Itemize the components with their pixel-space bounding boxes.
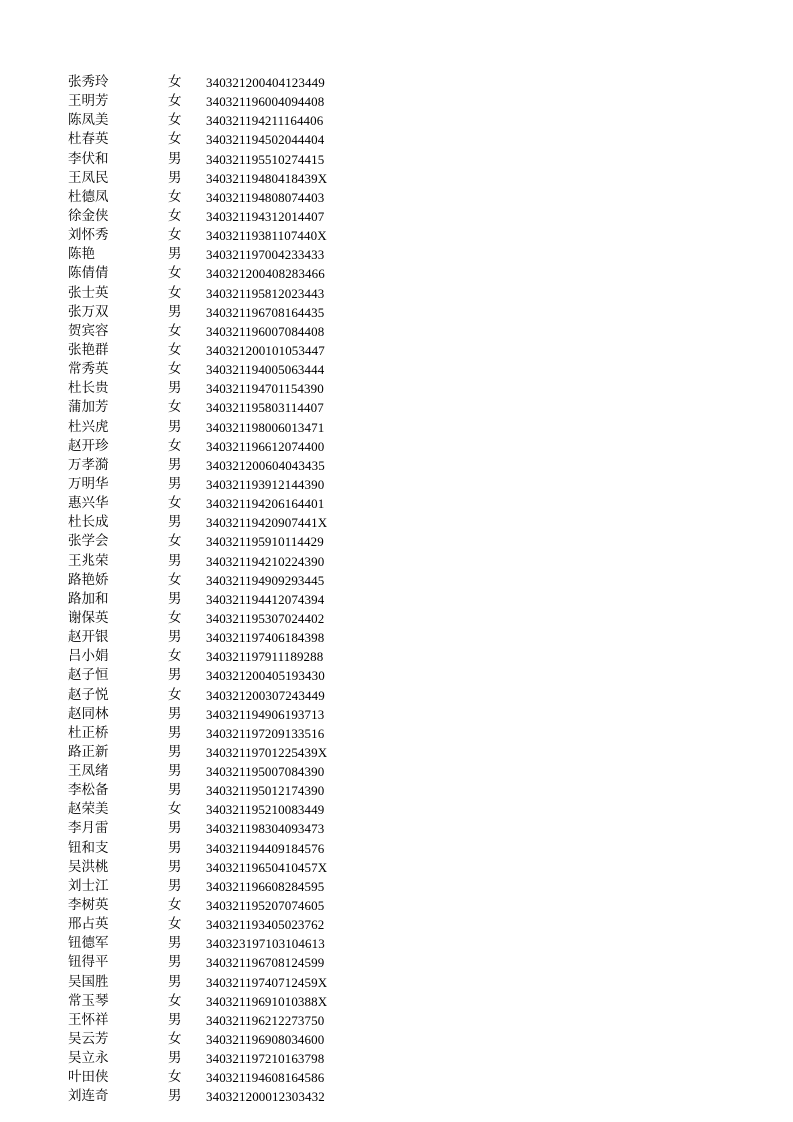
person-name-cell: 邢占英: [68, 916, 109, 933]
id-number-cell: 340321195910114429: [206, 534, 324, 550]
id-number-cell: 340321194502044404: [206, 132, 325, 148]
person-name-cell: 贺宾容: [68, 322, 109, 339]
id-number-cell: 340321198006013471: [206, 419, 325, 435]
person-name-cell: 陈凤美: [68, 112, 109, 129]
person-name-cell: 王凤绪: [68, 763, 109, 780]
id-number-cell: 340321194409184576: [206, 840, 325, 856]
gender-cell: 女: [168, 495, 182, 512]
id-number-cell: 340321195803114407: [206, 400, 324, 416]
id-number-cell: 340321196004094408: [206, 94, 325, 110]
id-number-cell: 340321194808074403: [206, 189, 325, 205]
person-name-cell: 刘怀秀: [68, 227, 109, 244]
id-number-cell: 340321200101053447: [206, 342, 325, 358]
gender-cell: 女: [168, 74, 182, 90]
id-number-cell: 340321198304093473: [206, 821, 325, 837]
gender-cell: 女: [168, 686, 182, 703]
id-number-cell: 340321195007084390: [206, 764, 325, 780]
person-name-cell: 李伏和: [68, 150, 109, 167]
gender-cell: 男: [168, 820, 182, 837]
gender-cell: 女: [168, 93, 182, 110]
gender-cell: 女: [168, 188, 182, 205]
gender-cell: 女: [168, 207, 182, 224]
person-name-cell: 刘士江: [68, 877, 109, 894]
id-number-cell: 340321197209133516: [206, 725, 325, 741]
person-name-cell: 常玉琴: [68, 992, 109, 1009]
id-number-cell: 340321196608284595: [206, 878, 325, 894]
gender-cell: 男: [168, 954, 182, 971]
person-name-cell: 钮和支: [68, 839, 109, 856]
gender-cell: 男: [168, 743, 182, 760]
person-name-cell: 张学会: [68, 533, 109, 550]
gender-cell: 女: [168, 399, 182, 416]
gender-cell: 女: [168, 437, 182, 454]
person-name-cell: 张万双: [68, 303, 109, 320]
person-name-cell: 张艳群: [68, 341, 109, 358]
person-name-cell: 杜长贵: [68, 380, 109, 397]
gender-cell: 女: [168, 227, 182, 244]
id-number-cell: 340321195812023443: [206, 285, 325, 301]
id-number-cell: 340321200012303432: [206, 1089, 325, 1105]
gender-cell: 男: [168, 705, 182, 722]
id-number-cell: 340321194005063444: [206, 362, 325, 378]
person-name-cell: 叶田侠: [68, 1069, 109, 1086]
id-number-cell: 340321194412074394: [206, 591, 325, 607]
person-name-cell: 赵子悦: [68, 686, 109, 703]
person-name-cell: 谢保英: [68, 609, 109, 626]
person-name-cell: 王怀祥: [68, 1011, 109, 1028]
id-number-cell: 340321195012174390: [206, 783, 325, 799]
id-number-cell: 340321194701154390: [206, 381, 324, 397]
id-number-cell: 340321200408283466: [206, 266, 325, 282]
gender-cell: 男: [168, 418, 182, 435]
id-number-cell: 340321197406184398: [206, 630, 325, 646]
gender-cell: 男: [168, 1011, 182, 1028]
person-name-cell: 徐金侠: [68, 207, 109, 224]
id-number-cell: 340321196212273750: [206, 1012, 325, 1028]
person-name-cell: 杜兴虎: [68, 418, 109, 435]
gender-cell: 女: [168, 897, 182, 914]
person-name-cell: 钮德军: [68, 935, 109, 952]
id-number-cell: 340321200307243449: [206, 687, 325, 703]
gender-cell: 女: [168, 322, 182, 339]
gender-cell: 女: [168, 609, 182, 626]
gender-cell: 男: [168, 303, 182, 320]
gender-cell: 男: [168, 169, 182, 186]
gender-cell: 男: [168, 150, 182, 167]
id-number-cell: 340321194909293445: [206, 572, 325, 588]
gender-cell: 女: [168, 112, 182, 129]
gender-cell: 男: [168, 782, 182, 799]
gender-cell: 男: [168, 456, 182, 473]
person-name-cell: 杜春英: [68, 131, 109, 148]
person-name-cell: 陈艳: [68, 246, 95, 263]
gender-cell: 男: [168, 1088, 182, 1105]
id-number-cell: 340321200405193430: [206, 668, 325, 684]
gender-cell: 男: [168, 839, 182, 856]
gender-cell: 男: [168, 552, 182, 569]
id-number-cell: 34032119381107440X: [206, 228, 327, 244]
gender-cell: 女: [168, 361, 182, 378]
gender-cell: 男: [168, 724, 182, 741]
person-name-cell: 路正新: [68, 743, 109, 760]
id-number-cell: 340321196708124599: [206, 955, 325, 971]
id-number-cell: 340321195210083449: [206, 802, 325, 818]
gender-cell: 男: [168, 763, 182, 780]
person-name-cell: 赵子恒: [68, 667, 109, 684]
id-number-cell: 340321196908034600: [206, 1032, 325, 1048]
person-name-cell: 万明华: [68, 475, 109, 492]
gender-cell: 男: [168, 590, 182, 607]
id-number-cell: 340321194312014407: [206, 208, 325, 224]
person-name-cell: 万孝漪: [68, 456, 109, 473]
gender-cell: 男: [168, 973, 182, 990]
person-name-cell: 赵开珍: [68, 437, 109, 454]
gender-cell: 男: [168, 877, 182, 894]
gender-cell: 男: [168, 1050, 182, 1067]
id-number-cell: 340321196007084408: [206, 323, 325, 339]
gender-cell: 女: [168, 571, 182, 588]
id-number-cell: 340321197911189288: [206, 649, 324, 665]
id-number-cell: 340321200604043435: [206, 457, 325, 473]
id-number-cell: 34032119420907441X: [206, 515, 328, 531]
id-number-cell: 340321194211164406: [206, 113, 324, 129]
person-name-cell: 吴云芳: [68, 1031, 109, 1048]
id-number-cell: 340321193912144390: [206, 476, 325, 492]
id-number-cell: 34032119650410457X: [206, 859, 328, 875]
person-name-cell: 路艳娇: [68, 571, 109, 588]
id-number-cell: 340321197004233433: [206, 247, 325, 263]
id-number-cell: 340321194906193713: [206, 706, 325, 722]
gender-cell: 女: [168, 648, 182, 665]
gender-cell: 女: [168, 131, 182, 148]
id-number-cell: 34032119740712459X: [206, 974, 328, 990]
gender-cell: 女: [168, 533, 182, 550]
gender-cell: 男: [168, 246, 182, 263]
gender-cell: 女: [168, 265, 182, 282]
person-name-cell: 张秀玲: [68, 74, 109, 90]
gender-cell: 男: [168, 667, 182, 684]
person-name-cell: 王明芳: [68, 93, 109, 110]
gender-cell: 女: [168, 1069, 182, 1086]
id-number-cell: 340321196708164435: [206, 304, 325, 320]
id-number-cell: 34032119691010388X: [206, 993, 328, 1009]
id-number-cell: 340321194210224390: [206, 553, 325, 569]
id-number-cell: 340321195510274415: [206, 151, 325, 167]
person-name-cell: 王兆荣: [68, 552, 109, 569]
gender-cell: 女: [168, 284, 182, 301]
person-name-cell: 杜正桥: [68, 724, 109, 741]
person-name-cell: 吴洪桃: [68, 858, 109, 875]
person-name-cell: 路加和: [68, 590, 109, 607]
id-number-cell: 340321195207074605: [206, 898, 325, 914]
person-name-cell: 吴立永: [68, 1050, 109, 1067]
gender-cell: 男: [168, 514, 182, 531]
person-name-cell: 李松备: [68, 782, 109, 799]
person-name-cell: 赵开银: [68, 629, 109, 646]
person-name-cell: 钮得平: [68, 954, 109, 971]
id-number-cell: 34032119701225439X: [206, 744, 328, 760]
person-name-cell: 杜长成: [68, 514, 109, 531]
id-number-cell: 340321194206164401: [206, 496, 325, 512]
gender-cell: 女: [168, 916, 182, 933]
person-name-cell: 杜德凤: [68, 188, 109, 205]
person-name-cell: 蒲加芳: [68, 399, 109, 416]
person-name-cell: 赵同林: [68, 705, 109, 722]
id-number-cell: 340323197103104613: [206, 936, 325, 952]
id-number-cell: 340321196612074400: [206, 438, 325, 454]
person-name-cell: 李树英: [68, 897, 109, 914]
id-number-cell: 34032119480418439X: [206, 170, 328, 186]
person-name-cell: 王凤民: [68, 169, 109, 186]
person-name-cell: 刘连奇: [68, 1088, 109, 1105]
gender-cell: 女: [168, 801, 182, 818]
id-number-cell: 340321193405023762: [206, 917, 325, 933]
person-name-cell: 陈倩倩: [68, 265, 109, 282]
gender-cell: 男: [168, 629, 182, 646]
gender-cell: 女: [168, 992, 182, 1009]
person-name-cell: 赵荣美: [68, 801, 109, 818]
person-name-cell: 吴国胜: [68, 973, 109, 990]
gender-cell: 女: [168, 341, 182, 358]
gender-cell: 女: [168, 1031, 182, 1048]
gender-cell: 男: [168, 935, 182, 952]
id-number-cell: 340321194608164586: [206, 1070, 325, 1086]
person-name-cell: 常秀英: [68, 361, 109, 378]
id-number-cell: 340321200404123449: [206, 75, 325, 90]
person-name-cell: 吕小娟: [68, 648, 109, 665]
id-number-cell: 340321195307024402: [206, 610, 325, 626]
person-name-cell: 张士英: [68, 284, 109, 301]
person-name-cell: 惠兴华: [68, 495, 109, 512]
gender-cell: 男: [168, 380, 182, 397]
id-number-cell: 340321197210163798: [206, 1051, 325, 1067]
gender-cell: 男: [168, 475, 182, 492]
gender-cell: 男: [168, 858, 182, 875]
person-name-cell: 李月雷: [68, 820, 109, 837]
